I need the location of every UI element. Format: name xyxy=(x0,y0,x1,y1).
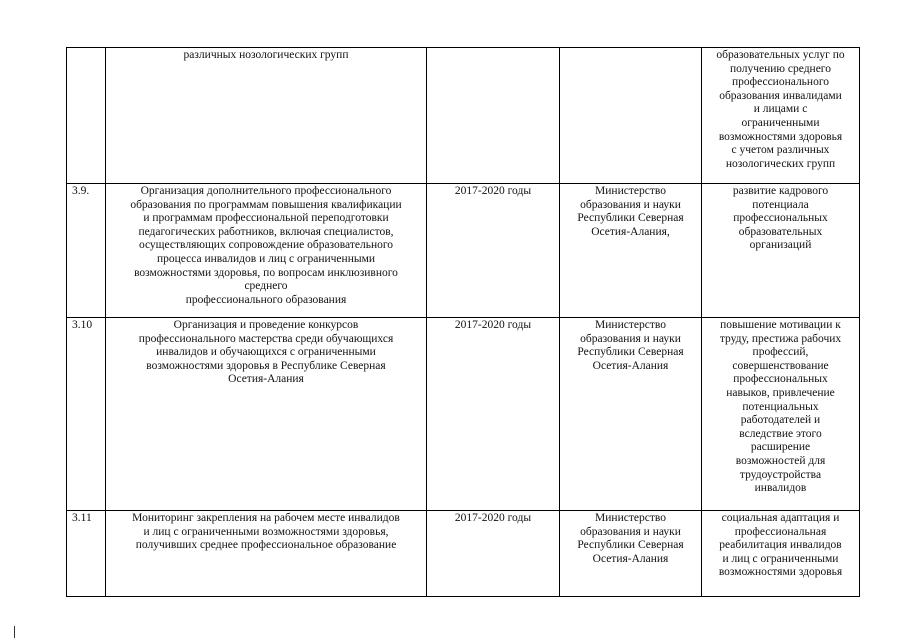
result-line: работодателей и xyxy=(740,414,821,427)
executor-cell xyxy=(560,511,702,597)
activity-line: профессионального образования xyxy=(185,293,347,306)
period-cell: 2017-2020 годы xyxy=(427,318,560,511)
result-line: социальная адаптация и xyxy=(721,512,840,524)
result-line: вследствие этого xyxy=(739,427,822,440)
period-cell: 2017-2020 годы xyxy=(427,184,560,318)
result-cell xyxy=(702,511,860,597)
executor-cell xyxy=(560,48,702,184)
result-cell xyxy=(702,318,860,511)
result-line: образовательных xyxy=(738,225,823,238)
result-line: возможностей для xyxy=(735,454,826,467)
table-row xyxy=(67,511,860,597)
activity-line: возможностями здоровья в Республике Северная xyxy=(146,359,386,372)
executor-cell xyxy=(560,184,702,318)
activity-cell xyxy=(106,184,427,318)
result-line: возможностями здоровья xyxy=(718,566,843,579)
activity-line: Мониторинг закрепления на рабочем месте инвалидов xyxy=(132,512,400,524)
executor-line: образования и науки xyxy=(580,332,681,345)
activity-line: возможностями здоровья, по вопросам инклюзивного xyxy=(134,266,398,279)
activity-line: и программам профессиональной переподготовки xyxy=(143,212,389,225)
executor-line: Республики Северная xyxy=(577,212,684,225)
row-number: 3.10 xyxy=(67,318,106,511)
result-line: образования инвалидами xyxy=(719,89,842,102)
row-number: 3.11 xyxy=(67,511,106,597)
activity-cell xyxy=(106,318,427,511)
period-cell: 2017-2020 годы xyxy=(427,511,560,597)
activity-line: Организация дополнительного профессионального xyxy=(140,185,392,197)
result-line: организаций xyxy=(749,239,812,252)
result-line: нозологических групп xyxy=(725,157,836,170)
executor-line: Осетия-Алания xyxy=(592,359,669,372)
result-line: потенциала xyxy=(752,198,809,211)
row-number xyxy=(67,48,106,184)
executor-cell xyxy=(560,318,702,511)
result-line: получению среднего xyxy=(729,62,831,75)
result-line: профессиональных xyxy=(733,212,828,225)
executor-line: Осетия-Алания, xyxy=(591,225,670,238)
executor-line: Министерство xyxy=(595,185,666,197)
activity-line: профессионального мастерства среди обучающихся xyxy=(138,332,394,345)
result-line: и лицами с xyxy=(753,103,808,116)
result-line: профессиональная xyxy=(734,525,827,538)
scan-margin-mark xyxy=(14,626,15,638)
result-line: расширение xyxy=(750,441,811,454)
activity-line: педагогических работников, включая специалистов, xyxy=(138,225,394,238)
result-line: ограниченными xyxy=(741,116,820,129)
executor-line: Республики Северная xyxy=(577,539,684,552)
executor-line: образования и науки xyxy=(580,198,681,211)
result-line: образовательных услуг по xyxy=(716,49,845,61)
activity-line: процесса инвалидов и лиц с ограниченными xyxy=(156,252,376,265)
result-cell xyxy=(702,184,860,318)
result-line: профессионального xyxy=(731,76,830,89)
activity-cell xyxy=(106,48,427,184)
result-line: реабилитация инвалидов xyxy=(719,539,842,552)
result-line: навыков, привлечение xyxy=(726,386,835,399)
result-line: труду, престижа рабочих xyxy=(719,332,842,345)
period-cell xyxy=(427,48,560,184)
table-row xyxy=(67,48,860,184)
activity-line: среднего xyxy=(244,280,288,293)
result-line: и лиц с ограниченными xyxy=(722,552,839,565)
result-line: трудоустройства xyxy=(739,468,822,481)
result-line: инвалидов xyxy=(754,482,807,495)
activity-line: Организация и проведение конкурсов xyxy=(173,319,359,331)
result-line: возможностями здоровья xyxy=(718,130,843,143)
executor-line: Министерство xyxy=(595,319,666,331)
activity-line: получивших среднее профессиональное образование xyxy=(135,539,397,552)
result-line: профессиональных xyxy=(733,373,828,386)
executor-line: Министерство xyxy=(595,512,666,524)
executor-line: образования и науки xyxy=(580,525,681,538)
activity-line: инвалидов и обучающихся с ограниченными xyxy=(156,346,376,359)
activity-line: образования по программам повышения квалификации xyxy=(130,198,402,211)
result-line: потенциальных xyxy=(742,400,819,413)
result-line: развитие кадрового xyxy=(732,185,829,197)
row-number: 3.9. xyxy=(67,184,106,318)
activity-line: осуществляющих сопровождение образовательного xyxy=(138,239,394,252)
activity-line: и лиц с ограниченными возможностями здоровья, xyxy=(143,525,389,538)
executor-line: Республики Северная xyxy=(577,346,684,359)
activity-line: Осетия-Алания xyxy=(228,373,304,386)
result-line: профессий, xyxy=(752,346,809,359)
table-row xyxy=(67,184,860,318)
result-cell xyxy=(702,48,860,184)
activity-line: различных нозологических групп xyxy=(183,49,349,61)
result-line: с учетом различных xyxy=(731,144,830,157)
result-line: повышение мотивации к xyxy=(720,319,841,331)
executor-line: Осетия-Алания xyxy=(592,552,669,565)
program-activities-table xyxy=(66,47,860,597)
result-line: совершенствование xyxy=(732,359,829,372)
activity-cell xyxy=(106,511,427,597)
table-row xyxy=(67,318,860,511)
